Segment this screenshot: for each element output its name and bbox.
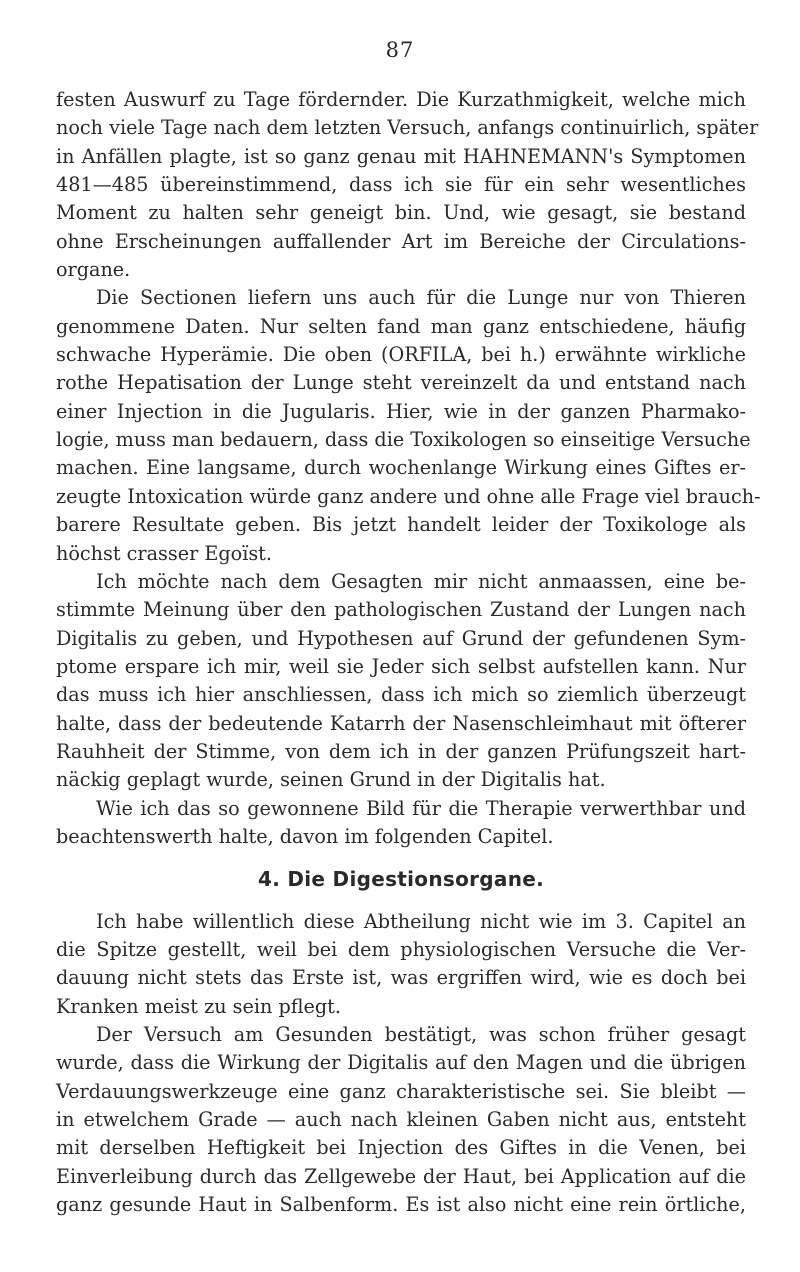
text-line: die Spitze gestellt, weil bei dem physiologischen Versuche die Ver- bbox=[56, 937, 746, 961]
text-line: Der Versuch am Gesunden bestätigt, was schon früher gesagt bbox=[96, 1023, 746, 1046]
text-line: ganz gesunde Haut in Salbenform. Es ist also nicht eine rein örtliche, bbox=[56, 1193, 746, 1217]
paragraph bbox=[56, 568, 746, 795]
text-line: Verdauungswerkzeuge eine ganz charakteristische sei. Sie bleibt — bbox=[56, 1079, 746, 1103]
text-line: schwache Hyperämie. Die oben (ORFILA, bei h.) erwähnte wirkliche bbox=[56, 343, 746, 367]
text-line: festen Auswurf zu Tage fördernder. Die Kurzathmigkeit, welche mich bbox=[56, 88, 746, 111]
text-line: Moment zu halten sehr geneigt bin. Und, wie gesagt, sie bestand bbox=[56, 201, 746, 225]
text-line: Digitalis zu geben, und Hypothesen auf Grund der gefundenen Sym- bbox=[56, 626, 746, 650]
text-line: machen. Eine langsame, durch wochenlange Wirkung eines Giftes er- bbox=[56, 456, 746, 480]
paragraph bbox=[56, 795, 746, 852]
text-line: noch viele Tage nach dem letzten Versuch, anfangs continuirlich, später bbox=[56, 116, 759, 140]
paragraph bbox=[56, 908, 746, 1021]
text-line: Wie ich das so gewonnene Bild für die Therapie verwerthbar und bbox=[96, 796, 746, 820]
text-line: 481—485 übereinstimmend, dass ich sie für ein sehr wesentliches bbox=[56, 173, 746, 197]
text-line: einer Injection in die Jugularis. Hier, wie in der ganzen Pharmako- bbox=[56, 399, 746, 423]
text-line: Die Sectionen liefern uns auch für die Lunge nur von Thieren bbox=[96, 286, 746, 310]
text-line: beachtenswerth halte, davon im folgenden Capitel. bbox=[56, 824, 554, 848]
text-line: dauung nicht stets das Erste ist, was ergriffen wird, wie es doch bei bbox=[56, 966, 746, 990]
paragraph bbox=[56, 1021, 746, 1219]
text-line: halte, dass der bedeutende Katarrh der Nasenschleimhaut mit öfterer bbox=[56, 711, 746, 735]
text-line: rothe Hepatisation der Lunge steht vereinzelt da und entstand nach bbox=[56, 371, 746, 395]
text-line: Rauhheit der Stimme, von dem ich in der ganzen Prüfungszeit hart- bbox=[56, 739, 746, 763]
text-line: logie, muss man bedauern, dass die Toxikologen so einseitige Versuche bbox=[56, 428, 751, 452]
text-line: in Anfällen plagte, ist so ganz genau mit HAHNEMANN's Symptomen bbox=[56, 144, 746, 168]
paragraph bbox=[56, 86, 759, 284]
body-text bbox=[56, 86, 761, 1219]
text-line: Einverleibung durch das Zellgewebe der Haut, bei Application auf die bbox=[56, 1164, 746, 1188]
text-line: höchst crasser Egoïst. bbox=[56, 541, 272, 565]
text-line: näckig geplagt wurde, seinen Grund in der Digitalis hat. bbox=[56, 768, 606, 792]
text-line: ohne Erscheinungen auffallender Art im Bereiche der Circulations- bbox=[56, 229, 746, 253]
section-heading: 4. Die Digestionsorgane. bbox=[257, 867, 545, 892]
text-line: das muss ich hier anschliessen, dass ich mich so ziemlich überzeugt bbox=[56, 683, 746, 707]
text-line: Ich habe willentlich diese Abtheilung nicht wie im 3. Capitel an bbox=[96, 909, 746, 933]
text-line: organe. bbox=[56, 258, 131, 282]
text-line: in etwelchem Grade — auch nach kleinen Gaben nicht aus, entsteht bbox=[56, 1108, 746, 1132]
spacer bbox=[56, 894, 746, 908]
text-line: mit derselben Heftigkeit bei Injection des Giftes in die Venen, bei bbox=[56, 1136, 746, 1160]
text-line: barere Resultate geben. Bis jetzt handelt leider der Toxikologe als bbox=[56, 513, 746, 537]
text-line: wurde, dass die Wirkung der Digitalis auf den Magen und die übrigen bbox=[56, 1051, 746, 1075]
text-line: Kranken meist zu sein pflegt. bbox=[56, 994, 341, 1018]
text-line: stimmte Meinung über den pathologischen Zustand der Lungen nach bbox=[56, 598, 746, 622]
text-line: zeugte Intoxication würde ganz andere und ohne alle Frage viel brauch- bbox=[56, 484, 761, 508]
text-line: Ich möchte nach dem Gesagten mir nicht anmaassen, eine be- bbox=[96, 569, 746, 593]
text-line: ptome erspare ich mir, weil sie Jeder sich selbst aufstellen kann. Nur bbox=[56, 654, 746, 678]
page-number: 87 bbox=[385, 38, 415, 62]
paragraph bbox=[56, 284, 761, 567]
spacer bbox=[56, 851, 746, 865]
text-line: genommene Daten. Nur selten fand man ganz entschiedene, häufig bbox=[56, 314, 746, 338]
